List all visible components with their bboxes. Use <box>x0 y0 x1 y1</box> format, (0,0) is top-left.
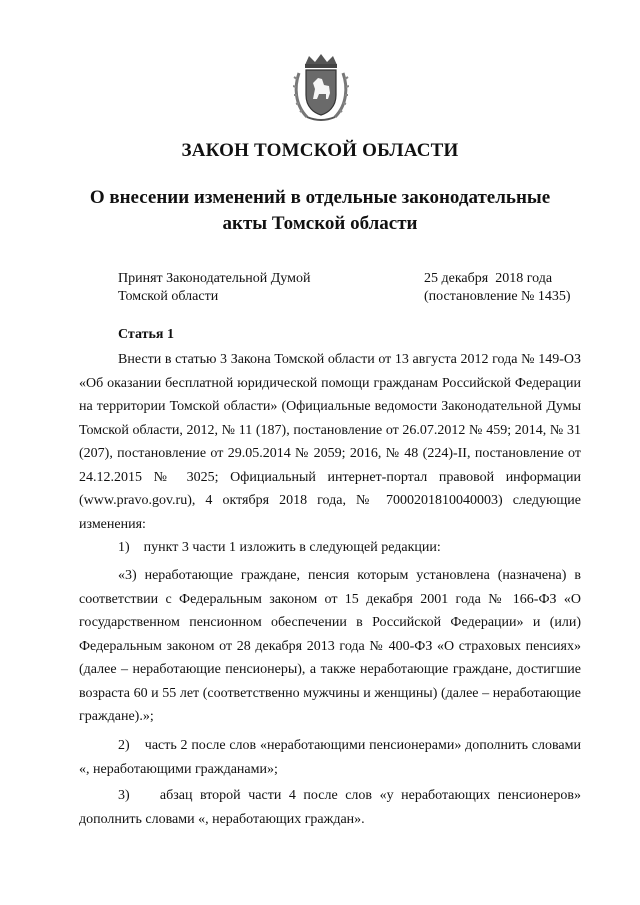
amendment-item-3: 3) абзац второй части 4 после слов «у неработающих пенсионеров» дополнить словами «, неработающих граждан». <box>79 788 585 827</box>
law-subtitle <box>60 185 580 237</box>
tomsk-coat-of-arms-icon <box>293 53 349 125</box>
adoption-date <box>424 270 571 306</box>
amendment-item-2-block <box>79 734 585 781</box>
amendment-item-3-block <box>79 784 585 831</box>
article-intro-block <box>79 348 581 560</box>
adopted-by-line-1: Принят Законодательной Думой <box>118 271 311 286</box>
resolution-number: (постановление № 1435) <box>424 289 571 304</box>
adopted-by-line-2: Томской области <box>118 289 219 304</box>
amendment-item-2: 2) часть 2 после слов «неработающими пенсионерами» дополнить словами «, неработающими гражданами»; <box>79 738 585 777</box>
article-heading: Статья 1 <box>118 327 174 342</box>
article-intro: Внести в статью 3 Закона Томской области от 13 августа 2012 года № 149-ОЗ «Об оказании бесплатной юридической помощи гражданам Российской Федерации на территории Томской области» (Официальные ведомости Законодательной Думы Томской области, 2012, № 11 (187), постановление от 26.07.2012 № 459; 2014, № 31 (207), постановление от 29.05.2014 № 2059; 2016, № 48 (224)-II, постановление от 24.12.2015 № 3025; Официальный интернет-портал правовой информации (www.pravo.gov.ru), 4 октября 2018 года, № 7000201810040003) следующие изменения: <box>79 352 581 532</box>
amendment-item-1-text-block <box>79 564 581 729</box>
law-title: ЗАКОН ТОМСКОЙ ОБЛАСТИ <box>181 140 459 161</box>
amendment-item-1: 1) пункт 3 части 1 изложить в следующей редакции: <box>118 540 441 555</box>
amendment-item-1-text: «3) неработающие граждане, пенсия которым установлена (назначена) в соответствии с Федеральным законом от 15 декабря 2001 года № 166-ФЗ «О государственном пенсионном обеспечении в Российской Федерации» и (или) Федеральным законом от 28 декабря 2013 года № 400-ФЗ «О страховых пенсиях» (далее – неработающие пенсионеры), а также неработающие граждане, достигшие возраста 60 и 55 лет (соответственно мужчины и женщины) (далее – неработающие граждане).»; <box>79 568 581 724</box>
adoption-date-line: 25 декабря 2018 года <box>424 271 553 286</box>
law-subtitle-line-2: акты Томской области <box>222 213 418 234</box>
law-subtitle-line-1: О внесении изменений в отдельные законодательные <box>89 187 551 208</box>
adopted-by <box>118 270 310 306</box>
